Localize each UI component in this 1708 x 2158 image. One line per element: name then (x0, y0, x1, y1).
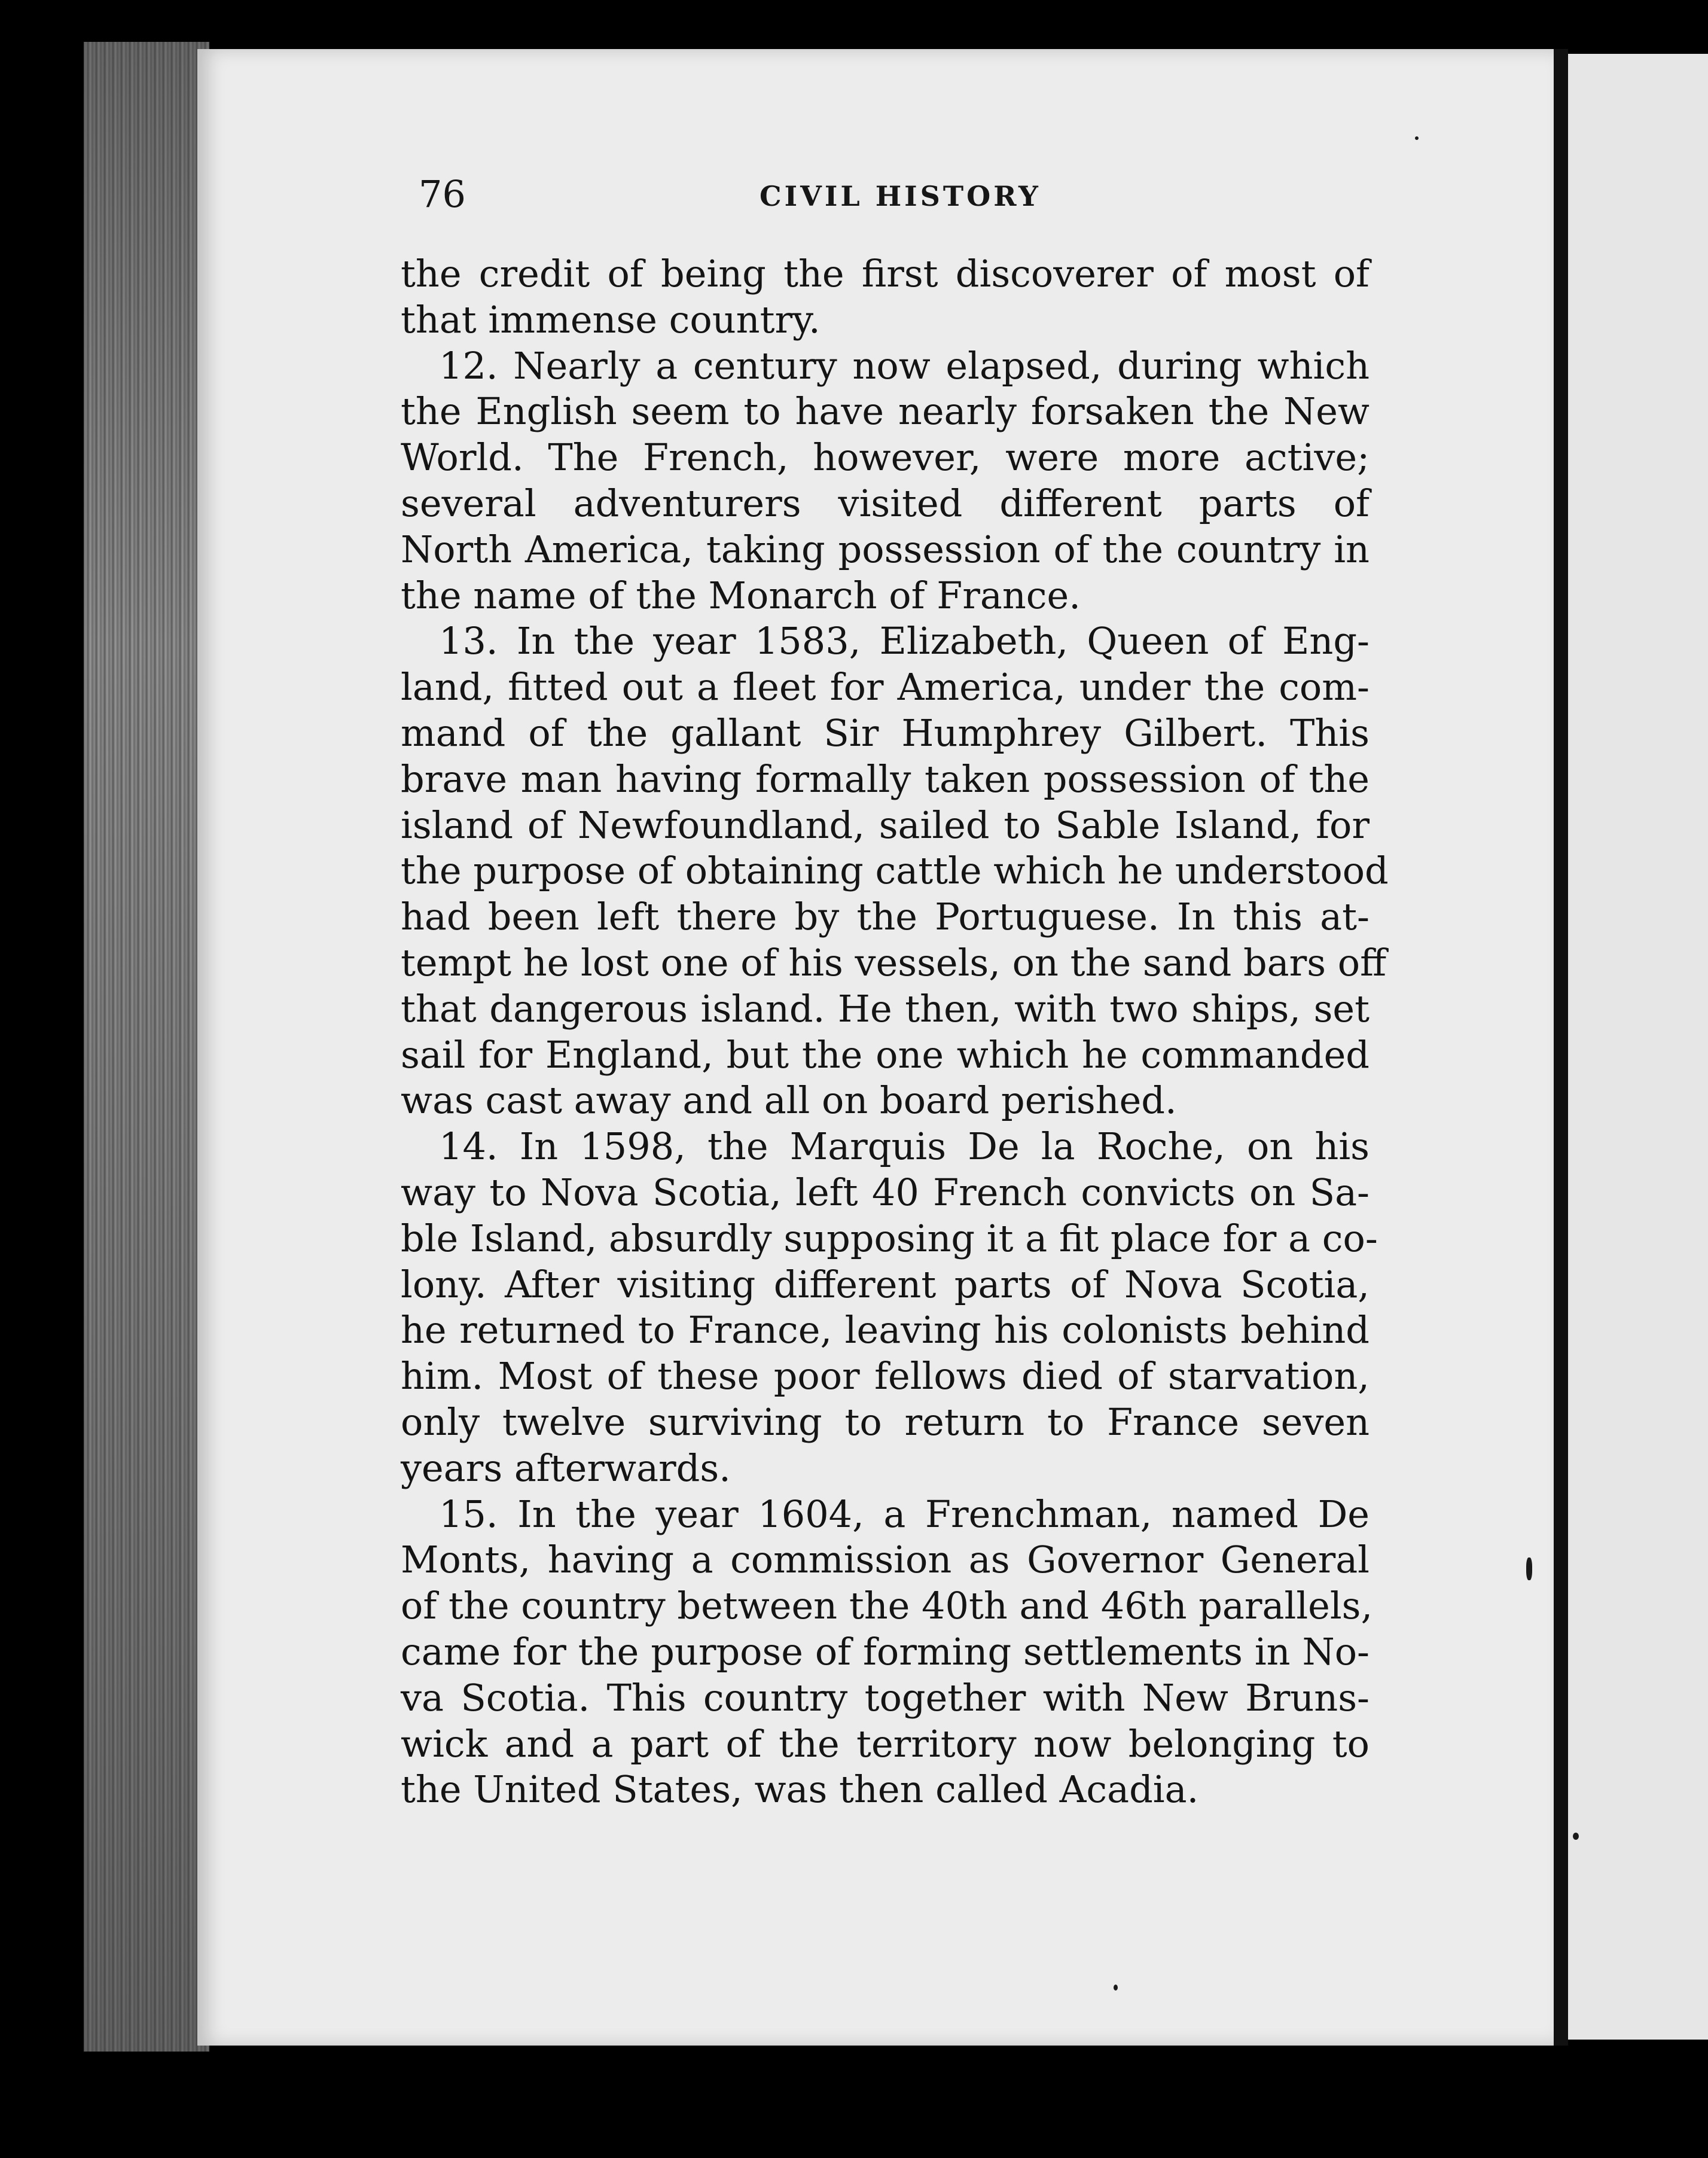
text-line: tempt he lost one of his vessels, on the sand bars off (401, 940, 1387, 984)
text-line: only twelve surviving to return to France seven (401, 1400, 1370, 1444)
text-line: the name of the Monarch of France. (401, 573, 1081, 617)
text-line: North America, taking possession of the country in (401, 527, 1370, 571)
text-line: he returned to France, leaving his colonists behind (401, 1308, 1370, 1352)
text-line: came for the purpose of forming settlements in No- (401, 1629, 1370, 1674)
page-edges-shade (84, 42, 209, 2052)
text-line: brave man having formally taken possession of the (401, 757, 1370, 801)
text-line: ble Island, absurdly supposing it a fit place for a co- (401, 1216, 1378, 1260)
text-line: World. The French, however, were more active; (401, 435, 1370, 480)
page-number: 76 (419, 172, 466, 216)
text-line: 15. In the year 1604, a Frenchman, named De (439, 1492, 1370, 1536)
speck (1114, 1985, 1118, 1991)
text-line: him. Most of these poor fellows died of starvation, (401, 1354, 1370, 1398)
page-header (419, 170, 1387, 218)
text-line: the United States, was then called Acadia. (401, 1767, 1199, 1812)
text-line: 14. In 1598, the Marquis De la Roche, on his (439, 1124, 1370, 1169)
page-gutter (1554, 49, 1568, 2046)
text-line: land, fitted out a fleet for America, under the com- (401, 665, 1370, 709)
text-line: mand of the gallant Sir Humphrey Gilbert. This (401, 711, 1370, 755)
text-line: va Scotia. This country together with New Bruns- (401, 1675, 1370, 1720)
text-line: way to Nova Scotia, left 40 French convicts on Sa- (401, 1170, 1370, 1214)
facing-page (1568, 54, 1708, 2040)
body-text (401, 251, 1389, 1813)
speck (1573, 1833, 1579, 1840)
text-line: was cast away and all on board perished. (401, 1078, 1177, 1123)
text-line: several adventurers visited different parts of (401, 481, 1370, 525)
text-line: island of Newfoundland, sailed to Sable Island, for (401, 803, 1370, 847)
text-line: years afterwards. (401, 1446, 731, 1490)
text-line: that immense country. (401, 297, 821, 342)
text-line: the English seem to have nearly forsaken the New (401, 389, 1370, 434)
text-line: the credit of being the first discoverer of most of (401, 252, 1370, 295)
speck (1415, 136, 1419, 140)
text-line: 13. In the year 1583, Elizabeth, Queen of Eng- (439, 619, 1370, 663)
text-line: wick and a part of the territory now belonging to (401, 1721, 1370, 1766)
text-line: the purpose of obtaining cattle which he understood (401, 849, 1389, 893)
text-line: 12. Nearly a century now elapsed, during which (439, 343, 1370, 388)
text-line: Monts, having a commission as Governor General (401, 1538, 1370, 1582)
text-line: that dangerous island. He then, with two ships, set (401, 986, 1370, 1031)
speck (1526, 1557, 1532, 1580)
running-head: CIVIL HISTORY (760, 180, 1041, 212)
text-line: had been left there by the Portuguese. In this at- (401, 895, 1370, 939)
text-line: of the country between the 40th and 46th parallels, (401, 1584, 1373, 1628)
text-line: lony. After visiting different parts of Nova Scotia, (401, 1262, 1370, 1306)
text-line: sail for England, but the one which he commanded (401, 1032, 1370, 1077)
page-edges (84, 42, 209, 2052)
